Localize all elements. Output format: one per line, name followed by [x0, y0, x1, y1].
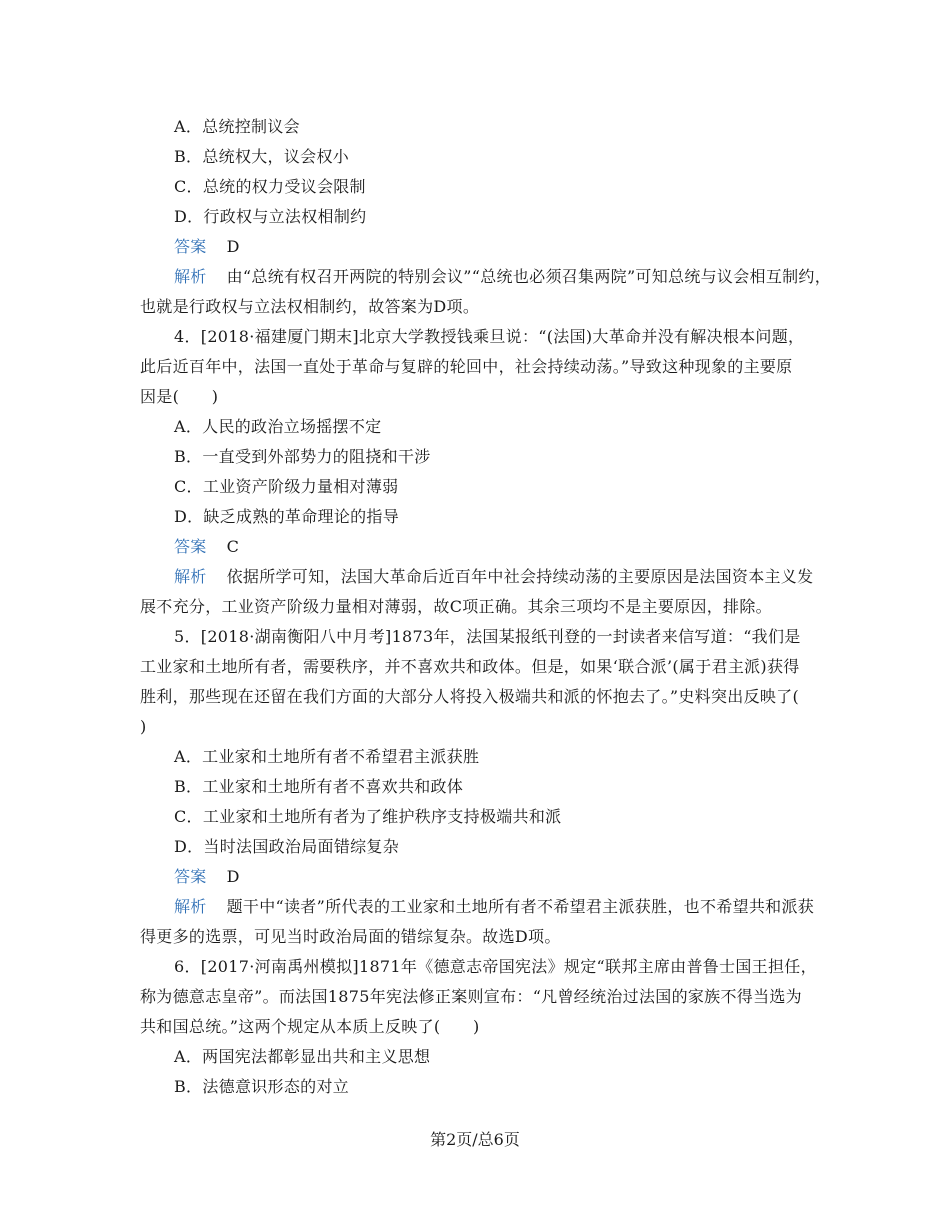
- question-stem-continued: 胜利，那些现在还留在我们方面的大部分人将投入极端共和派的怀抱去了。”史料突出反映了(: [140, 687, 800, 706]
- answer-line: [140, 532, 820, 562]
- question-5: [140, 622, 820, 952]
- analysis-text: 依据所学可知，法国大革命后近百年中社会持续动荡的主要原因是法国资本主义发: [226, 567, 814, 586]
- option-b: B．法德意识形态的对立: [174, 1077, 350, 1096]
- analysis-label: 解析: [174, 897, 207, 916]
- option-a: A．工业家和土地所有者不希望君主派获胜: [174, 747, 480, 766]
- question-6: [140, 952, 820, 1102]
- question-stem-continued: 共和国总统。”这两个规定从本质上反映了( ): [140, 1017, 480, 1036]
- document-body: [140, 112, 832, 1102]
- answer-value: D: [226, 237, 240, 256]
- answer-label: 答案: [174, 867, 207, 886]
- analysis-label: 解析: [174, 267, 207, 286]
- option-d: D．当时法国政治局面错综复杂: [174, 837, 400, 856]
- analysis-line: [140, 262, 832, 292]
- analysis-text: 题干中“读者”所代表的工业家和土地所有者不希望君主派获胜，也不希望共和派获: [226, 897, 815, 916]
- option-d: D．行政权与立法权相制约: [174, 207, 367, 226]
- question-stem: 4．[2018·福建厦门期末]北京大学教授钱乘旦说：“(法国)大革命并没有解决根本问题，: [174, 327, 805, 346]
- analysis-line: [140, 892, 820, 922]
- option-c: C．工业资产阶级力量相对薄弱: [174, 477, 399, 496]
- page-footer: 第2页/总6页: [430, 1130, 520, 1149]
- question-stem-continued: ): [140, 717, 147, 736]
- question-stem-continued: 工业家和土地所有者，需要秩序，并不喜欢共和政体。但是，如果‘联合派’(属于君主派)获得: [140, 657, 800, 676]
- question-stem-continued: 因是( ): [140, 387, 219, 406]
- answer-label: 答案: [174, 537, 207, 556]
- option-b: B．工业家和土地所有者不喜欢共和政体: [174, 777, 464, 796]
- answer-value: C: [226, 537, 240, 556]
- option-b: B．一直受到外部势力的阻挠和干涉: [174, 447, 431, 466]
- option-b: B．总统权大，议会权小: [174, 147, 350, 166]
- analysis-text: 由“总统有权召开两院的特别会议”“总统也必须召集两院”可知总统与议会相互制约，: [226, 267, 832, 286]
- question-4: [140, 322, 820, 622]
- question-stem: 6．[2017·河南禹州模拟]1871年《德意志帝国宪法》规定“联邦主席由普鲁士国王担任，: [174, 957, 817, 976]
- answer-value: D: [226, 867, 240, 886]
- option-a: A．总统控制议会: [174, 117, 300, 136]
- question-stem-continued: 此后近百年中，法国一直处于革命与复辟的轮回中，社会持续动荡。”导致这种现象的主要原: [140, 357, 793, 376]
- option-c: C．工业家和土地所有者为了维护秩序支持极端共和派: [174, 807, 562, 826]
- analysis-text-continued: 得更多的选票，可见当时政治局面的错综复杂。故选D项。: [140, 927, 561, 946]
- option-c: C．总统的权力受议会限制: [174, 177, 366, 196]
- answer-line: [140, 232, 820, 262]
- analysis-text-continued: 也就是行政权与立法权相制约，故答案为D项。: [140, 297, 480, 316]
- option-d: D．缺乏成熟的革命理论的指导: [174, 507, 400, 526]
- question-3: [140, 112, 832, 322]
- question-stem: 5．[2018·湖南衡阳八中月考]1873年，法国某报纸刊登的一封读者来信写道：“我们是: [174, 627, 801, 646]
- analysis-text-continued: 展不充分，工业资产阶级力量相对薄弱，故C项正确。其余三项均不是主要原因，排除。: [140, 597, 772, 616]
- analysis-line: [140, 562, 820, 592]
- option-a: A．两国宪法都彰显出共和主义思想: [174, 1047, 431, 1066]
- question-stem-continued: 称为德意志皇帝”。而法国1875年宪法修正案则宣布：“凡曾经统治过法国的家族不得当选为: [140, 987, 802, 1006]
- option-a: A．人民的政治立场摇摆不定: [174, 417, 382, 436]
- analysis-label: 解析: [174, 567, 207, 586]
- answer-line: [140, 862, 820, 892]
- answer-label: 答案: [174, 237, 207, 256]
